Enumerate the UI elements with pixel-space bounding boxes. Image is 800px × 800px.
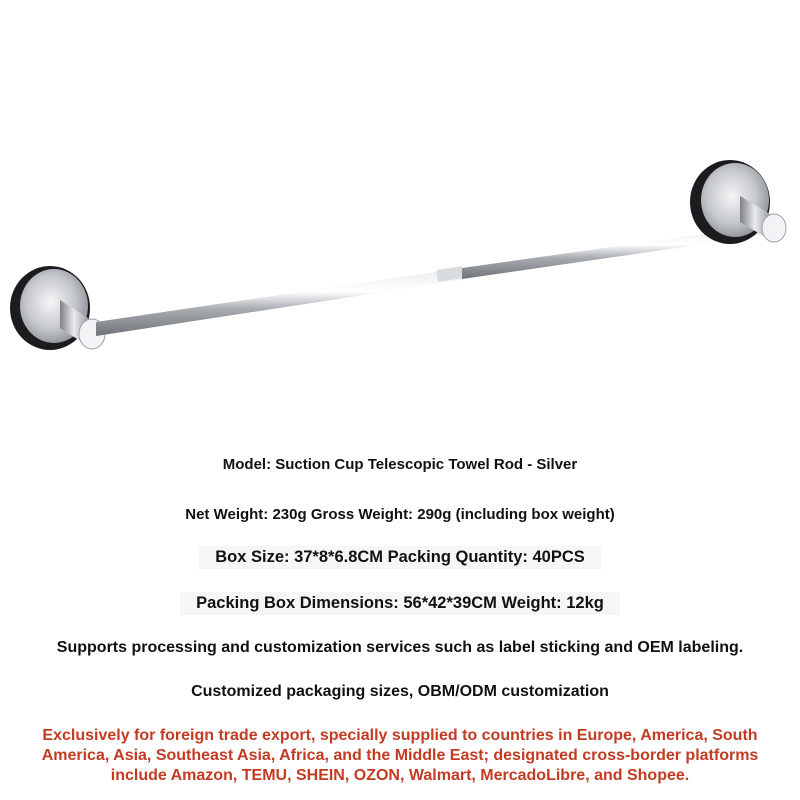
export-note: Exclusively for foreign trade export, specially supplied to countries in Europe, America, South America, Asia, Southeast Asia, Africa, and the Middle East; designated cross-border platforms include Amazon, TEMU, SHEIN, OZON, Walmart, MercadoLibre, and Shopee. [41,727,759,784]
packing-box-line [0,592,800,615]
box-size-line [0,546,800,569]
customization-line: Customized packaging sizes, OBM/ODM customization [191,683,609,700]
oem-line: Supports processing and customization services such as label sticking and OEM labeling. [56,639,744,656]
telescopic-rod [96,226,760,336]
box-size-text: Box Size: 37*8*6.8CM Packing Quantity: 40PCS [199,546,601,569]
weight-line: Net Weight: 230g Gross Weight: 290g (including box weight) [185,506,615,523]
model-line: Model: Suction Cup Telescopic Towel Rod - Silver [222,456,578,473]
right-suction-mount [690,160,786,244]
packing-box-text: Packing Box Dimensions: 56*42*39CM Weight: 12kg [180,592,620,615]
left-suction-mount [10,266,105,350]
